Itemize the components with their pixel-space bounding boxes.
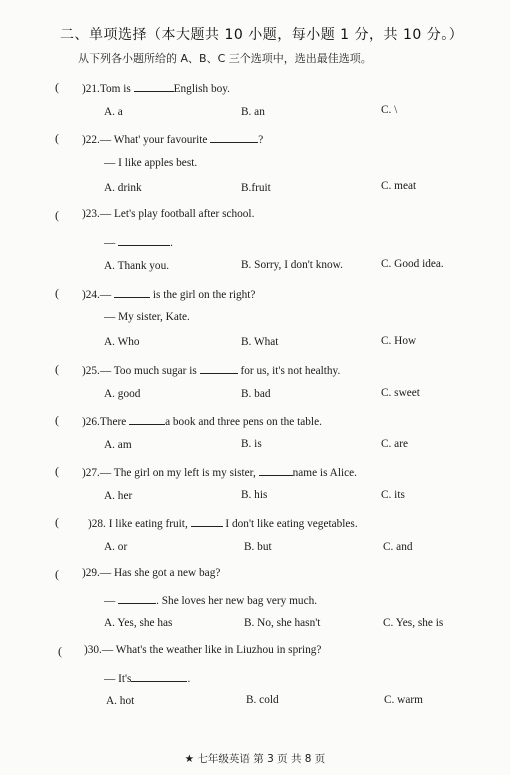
answer-blank [129, 413, 165, 425]
question-stem: )28. I like eating fruit, I don't like eating vegetables. [88, 515, 358, 530]
answer-blank [118, 592, 156, 604]
option-c: C. and [383, 541, 413, 553]
option-c: C. Yes, she is [383, 617, 444, 629]
dialogue-line: — . She loves her new bag very much. [104, 592, 317, 607]
option-a: A. drink [104, 182, 142, 194]
option-c: C. are [381, 438, 408, 450]
answer-blank [134, 80, 174, 92]
dialogue-line: — I like apples best. [104, 157, 198, 169]
question-stem: )24.— is the girl on the right? [82, 286, 255, 301]
option-a: A. good [104, 388, 141, 400]
answer-blank [259, 464, 293, 476]
option-a: A. Yes, she has [104, 617, 173, 629]
option-c: C. warm [384, 694, 423, 706]
question-stem: )25.— Too much sugar is for us, it's not healthy. [82, 362, 340, 377]
option-c: C. its [381, 489, 405, 501]
answer-blank [131, 670, 187, 682]
question-stem: )30.— What's the weather like in Liuzhou in spring? [84, 644, 322, 656]
question-stem: )22.— What' your favourite ? [82, 131, 263, 146]
option-b: B. bad [241, 388, 271, 400]
option-a: A. or [104, 541, 128, 553]
answer-paren-open: ( [55, 208, 59, 222]
option-b: B. an [241, 106, 265, 118]
section-instruction: 从下列各小题所给的 A、B、C 三个选项中，选出最佳选项。 [78, 52, 372, 65]
question-stem: )27.— The girl on my left is my sister, name is Alice. [82, 464, 357, 479]
answer-paren-open: ( [55, 131, 59, 145]
option-c: C. Good idea. [381, 258, 444, 270]
option-b: B. Sorry, I don't know. [241, 259, 343, 271]
page-footer: ★ 七年级英语 第 3 页 共 8 页 [184, 753, 326, 765]
answer-paren-open: ( [58, 644, 62, 658]
dialogue-line: — My sister, Kate. [104, 311, 190, 323]
option-c: C. How [381, 335, 417, 347]
answer-paren-open: ( [55, 567, 59, 581]
question-stem: )23.— Let's play football after school. [82, 208, 255, 220]
answer-paren-open: ( [55, 515, 59, 529]
question-stem: )21.Tom is English boy. [82, 80, 230, 95]
answer-paren-open: ( [55, 286, 59, 300]
option-b: B. What [241, 336, 279, 348]
section-title: 二、单项选择（本大题共 10 小题，每小题 1 分，共 10 分。） [60, 27, 464, 43]
dialogue-line: — It's . [104, 670, 190, 685]
answer-blank [210, 131, 258, 143]
option-c: C. meat [381, 180, 417, 192]
answer-paren-open: ( [55, 362, 59, 376]
option-b: B. his [241, 489, 268, 501]
option-a: A. her [104, 490, 133, 502]
answer-blank [118, 234, 170, 246]
option-b: B. is [241, 438, 262, 450]
option-c: C. sweet [381, 387, 420, 399]
option-b: B. No, she hasn't [244, 617, 321, 629]
dialogue-line: — . [104, 234, 173, 249]
question-stem: )29.— Has she got a new bag? [82, 567, 221, 579]
answer-blank [200, 362, 238, 374]
option-a: A. hot [106, 695, 135, 707]
option-a: A. Who [104, 336, 140, 348]
answer-blank [191, 515, 223, 527]
option-b: B. cold [246, 694, 279, 706]
answer-paren-open: ( [55, 413, 59, 427]
option-b: B.fruit [241, 182, 271, 194]
option-c: C. \ [381, 104, 398, 116]
answer-blank [114, 286, 150, 298]
option-a: A. Thank you. [104, 260, 170, 272]
answer-paren-open: ( [55, 464, 59, 478]
option-a: A. am [104, 439, 132, 451]
answer-paren-open: ( [55, 80, 59, 94]
option-a: A. a [104, 106, 123, 118]
option-b: B. but [244, 541, 272, 553]
question-stem: )26.There a book and three pens on the table. [82, 413, 322, 428]
